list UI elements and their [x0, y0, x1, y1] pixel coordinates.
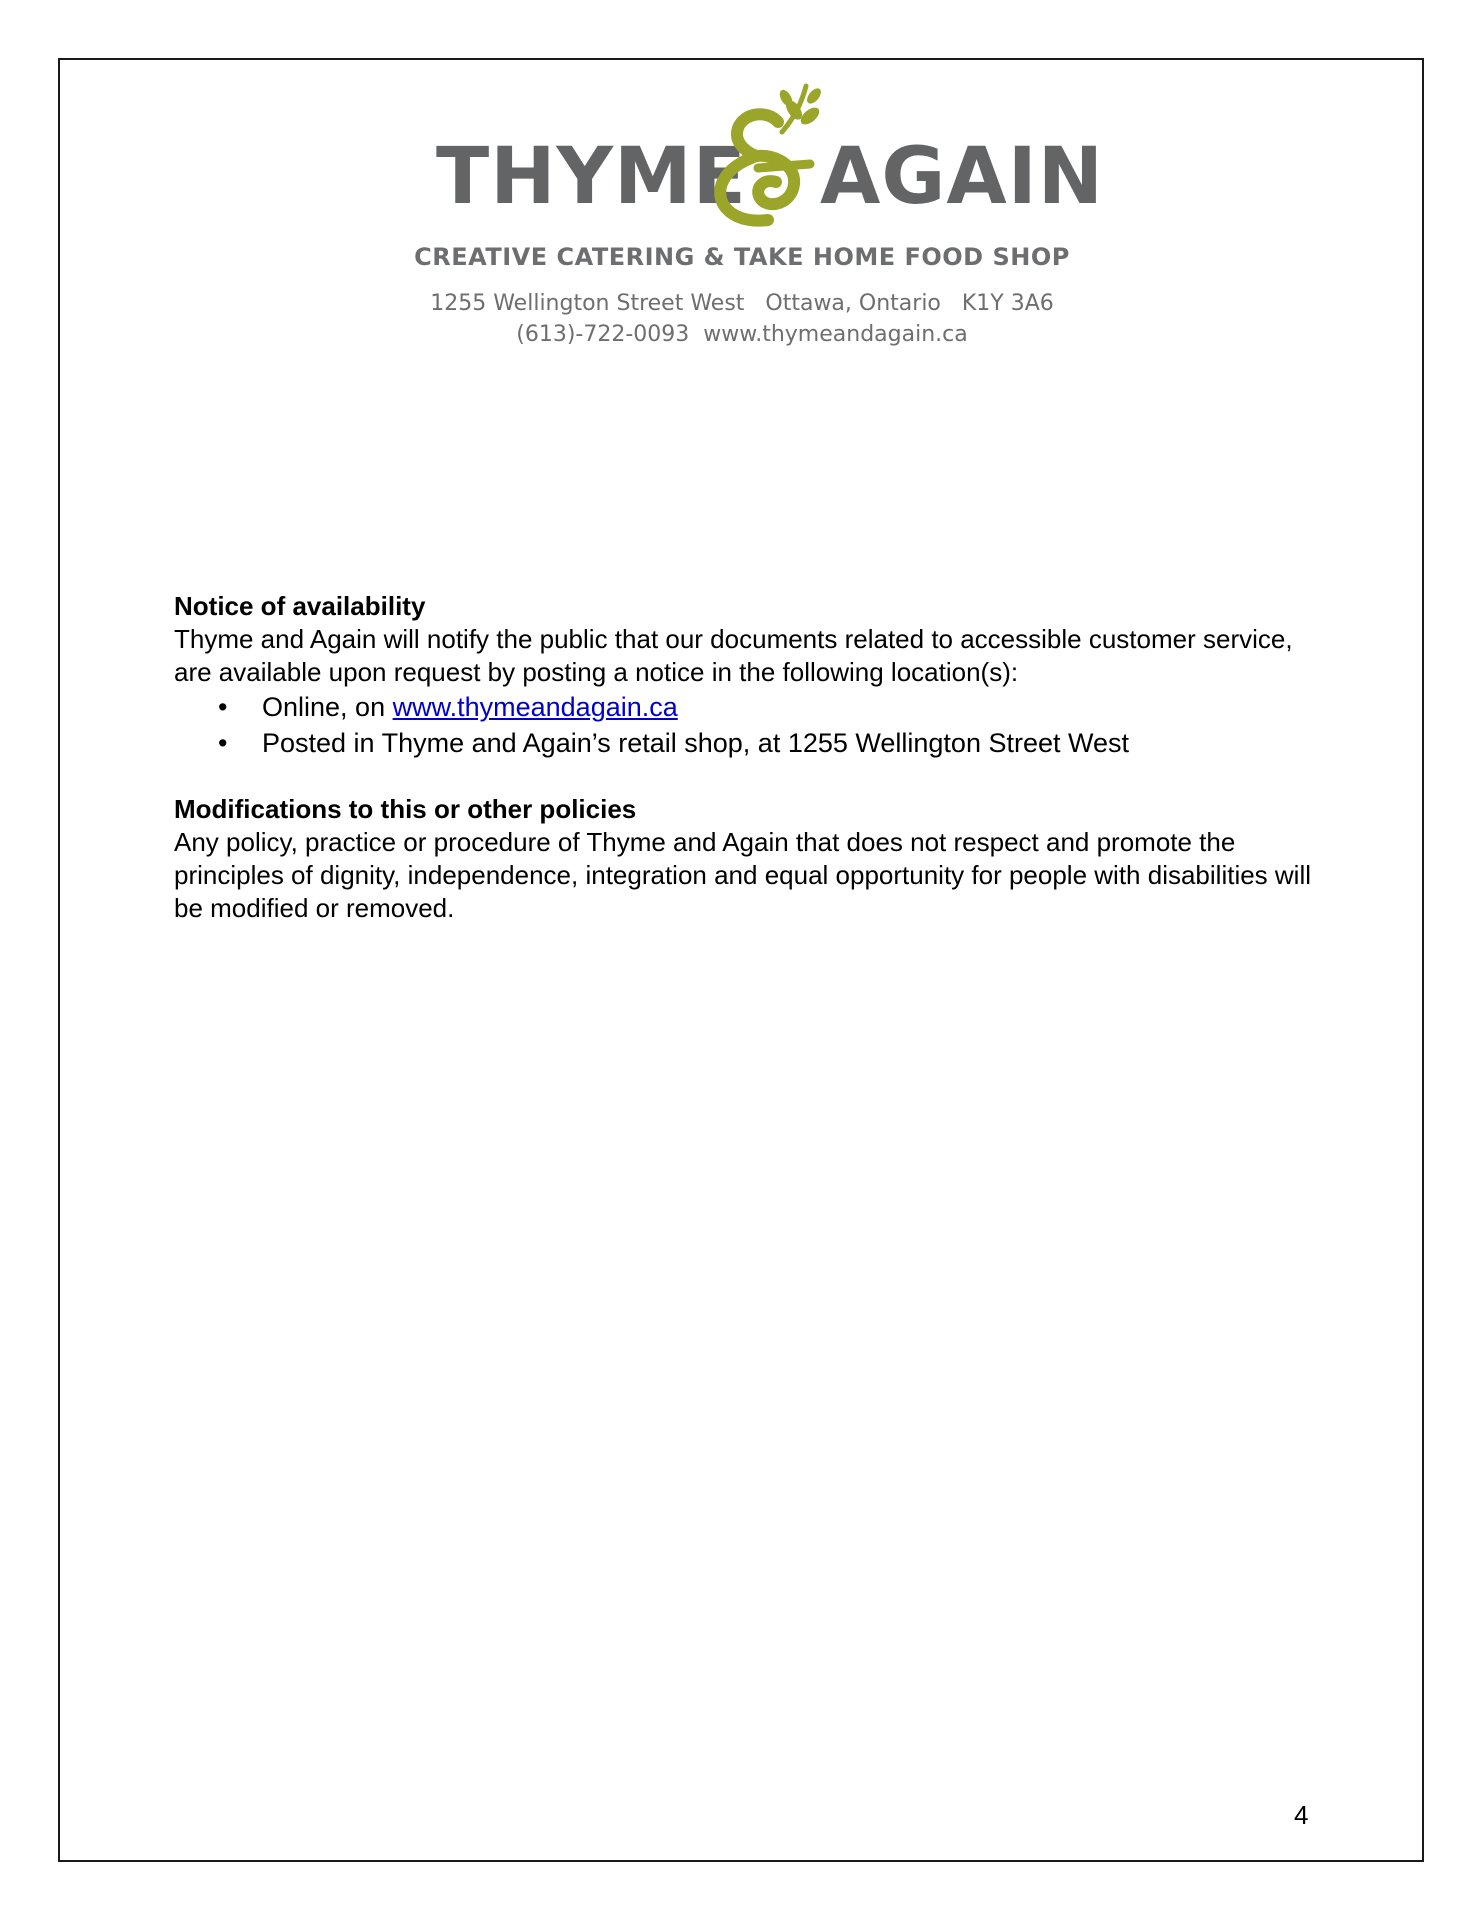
modifications-heading: Modifications to this or other policies — [174, 794, 637, 824]
logo — [436, 80, 1105, 230]
modifications-body: Any policy, practice or procedure of Thyme and Again that does not respect and promote the principles of dignity, independence, integration and equal opportunity for people with disabilities will be modified or removed. — [174, 827, 1312, 923]
list-item — [174, 689, 1314, 725]
letterhead-tagline: CREATIVE CATERING & TAKE HOME FOOD SHOP — [414, 243, 1070, 271]
document-body — [174, 590, 1314, 925]
list-item — [174, 725, 1314, 761]
notice-body: Thyme and Again will notify the public that our documents related to accessible customer service, are available upon request by posting a notice in the following location(s): — [174, 624, 1293, 687]
contact-line: (613)-722-0093 www.thymeandagain.ca — [516, 322, 968, 347]
notice-locations-list — [174, 689, 1314, 761]
website-link[interactable]: www.thymeandagain.ca — [392, 692, 678, 722]
page-number: 4 — [1294, 1800, 1309, 1830]
bullet-icon: • — [218, 692, 228, 722]
notice-heading: Notice of availability — [174, 591, 426, 621]
address-line: 1255 Wellington Street West Ottawa, Ontario K1Y 3A6 — [430, 291, 1054, 316]
logo-word-again: AGAIN — [820, 132, 1105, 222]
letterhead-address — [0, 288, 1484, 350]
ampersand-herb-icon — [698, 80, 828, 230]
bullet-text: Online, on — [262, 692, 393, 722]
section-spacer — [174, 761, 1314, 793]
bullet-icon: • — [218, 728, 228, 758]
logo-word-thyme: THYME — [436, 132, 747, 222]
bullet-text: Posted in Thyme and Again’s retail shop, at 1255 Wellington Street West — [262, 728, 1130, 758]
